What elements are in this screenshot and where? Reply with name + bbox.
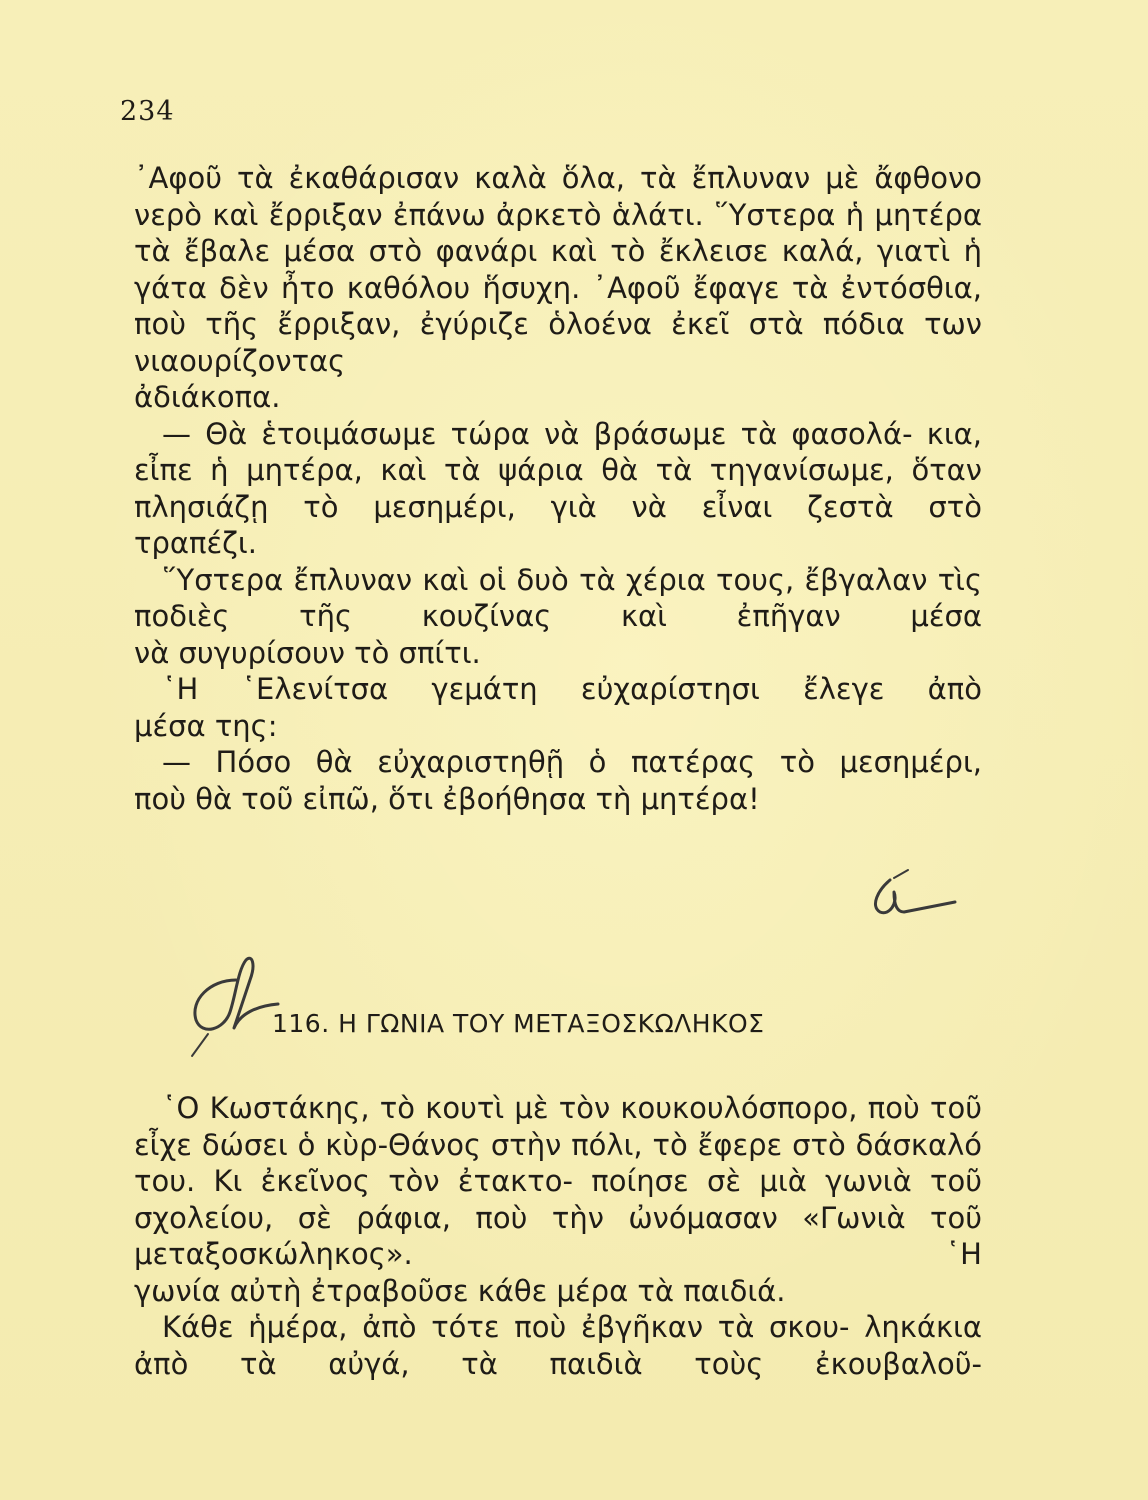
paragraph [134,744,982,781]
text-line: τραπέζι. [134,526,257,560]
text-line: ῞Υστερα ἡ μητέρα τὰ ἔβαλε μέσα στὸ φανάρι καὶ [134,197,983,268]
text-line: τὴν ὠνόμασαν «Γωνιὰ τοῦ μεταξοσκώληκος». ῾Η [134,1200,982,1271]
pencil-mark-icon [180,950,280,1060]
text-line: ποὺ τοῦ εἶχε δώσει ὁ κὺρ-Θάνος στὴν πόλι, τὸ [134,1091,982,1162]
text-line: — Θὰ ἑτοιμάσωμε τώρα νὰ βράσωμε τὰ φασολά- [162,416,913,451]
text-line: ἀδιάκοπα. [134,380,281,414]
text-line: — Πόσο θὰ εὐχαριστηθῇ ὁ πατέρας τὸ μεσημέρι, [162,745,982,779]
body-text-top [134,160,982,817]
text-line: ποὺ θὰ τοῦ εἰπῶ, ὅτι ἐβοήθησα τὴ μητέρα! [134,781,760,816]
text-line: ἐγύριζε ὁλοένα ἐκεῖ στὰ πόδια των νιαουρίζοντας [134,307,983,378]
paragraph [134,416,982,526]
text-line: Κάθε ἡμέρα, ἀπὸ τότε ποὺ ἐβγῆκαν τὰ σκου- [162,1310,850,1344]
text-line: μὲ ἄφθονο νερὸ καὶ ἔρριξαν ἐπάνω ἀρκετὸ ἁλάτι. [134,161,982,232]
text-line: ᾿Αφοῦ τὰ ἐκαθάρισαν καλὰ ὅλα, τὰ ἔπλυναν [134,161,811,195]
text-line: ἔβγαλαν τὶς ποδιὲς τῆς κουζίνας καὶ ἐπῆγαν μέσα [134,562,982,633]
text-line: ῾Η ῾Ελενίτσα γεμάτη εὐχαρίστησι ἔλεγε ἀπὸ [162,672,982,706]
paragraph-end [134,781,982,818]
text-line: γωνία αὐτὴ ἐτραβοῦσε κάθε μέρα τὰ παιδιά. [134,1273,786,1308]
text-line: ὅταν πλησιάζῃ τὸ μεσημέρι, γιὰ νὰ εἶναι ζεστὰ στὸ [134,453,982,524]
text-line: νὰ συγυρίσουν τὸ σπίτι. [134,635,481,670]
paragraph [134,671,982,708]
text-line: ῾Ο Κωστάκης, τὸ κουτὶ μὲ τὸν κουκουλόσπορο, [162,1091,858,1125]
paragraph-end [134,708,982,745]
text-line: ἥσυχη. ᾿Αφοῦ ἔφαγε τὰ ἐντόσθια, ποὺ τῆς ἔρριξαν, [134,270,982,341]
text-line: ῞Υστερα ἔπλυναν καὶ οἱ δυὸ τὰ χέρια τους, [162,562,795,597]
paragraph-end [134,379,982,416]
paragraph-end [134,1273,982,1310]
text-line: μέσα της: [134,708,278,743]
text-line: κια, εἶπε ἡ μητέρα, καὶ τὰ ψάρια θὰ τὰ τηγανίσωμε, [134,416,982,487]
text-line: ληκάκια ἀπὸ τὰ αὐγά, τὰ παιδιὰ τοὺς ἐκουβαλοῦ- [134,1310,982,1381]
pencil-mark-icon [860,868,960,928]
page-number: 234 [120,96,175,127]
body-text-bottom [134,1090,982,1382]
text-line: ἔφερε στὸ δάσκαλό του. Κι ἐκεῖνος τὸν ἐτακτο- [134,1127,983,1198]
text-line: ποίησε σὲ μιὰ γωνιὰ τοῦ σχολείου, σὲ ράφια, ποὺ [134,1164,983,1235]
paragraph [134,1090,982,1273]
paragraph-end [134,635,982,672]
chapter-heading: 116. Η ΓΩΝΙΑ ΤΟΥ ΜΕΤΑΞΟΣΚΩΛΗΚΟΣ [272,1009,765,1038]
paragraph [134,562,982,635]
text-line: τὸ ἔκλεισε καλά, γιατὶ ἡ γάτα δὲν ἦτο καθόλου [134,234,983,305]
paragraph-end [134,525,982,562]
paragraph [134,1309,982,1382]
paragraph [134,160,982,379]
